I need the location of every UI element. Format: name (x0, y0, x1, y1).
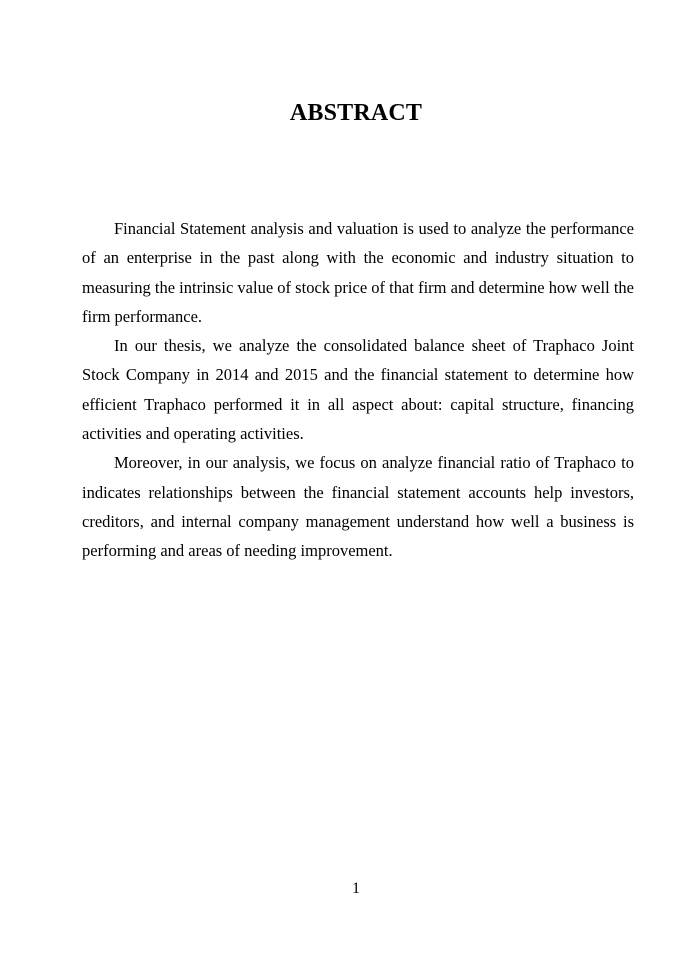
abstract-paragraph-1: Financial Statement analysis and valuation is used to analyze the performance of an enterprise in the past along with the economic and industry situation to measuring the intrinsic value of stock price of that firm and determine how well the firm performance. (82, 219, 634, 326)
page-title: ABSTRACT (289, 100, 423, 126)
page-number: 1 (352, 880, 360, 897)
abstract-paragraph-3: Moreover, in our analysis, we focus on analyze financial ratio of Traphaco to indicates relationships between the financial statement accounts help investors, creditors, and internal company management understand how well a business is performing and areas of needing improvement. (82, 453, 634, 561)
abstract-paragraph-2: In our thesis, we analyze the consolidated balance sheet of Traphaco Joint Stock Company in 2014 and 2015 and the financial statement to determine how efficient Traphaco performed it in all aspect about: capital structure, financing activities and operating activities. (82, 336, 634, 444)
abstract-body (82, 214, 634, 566)
